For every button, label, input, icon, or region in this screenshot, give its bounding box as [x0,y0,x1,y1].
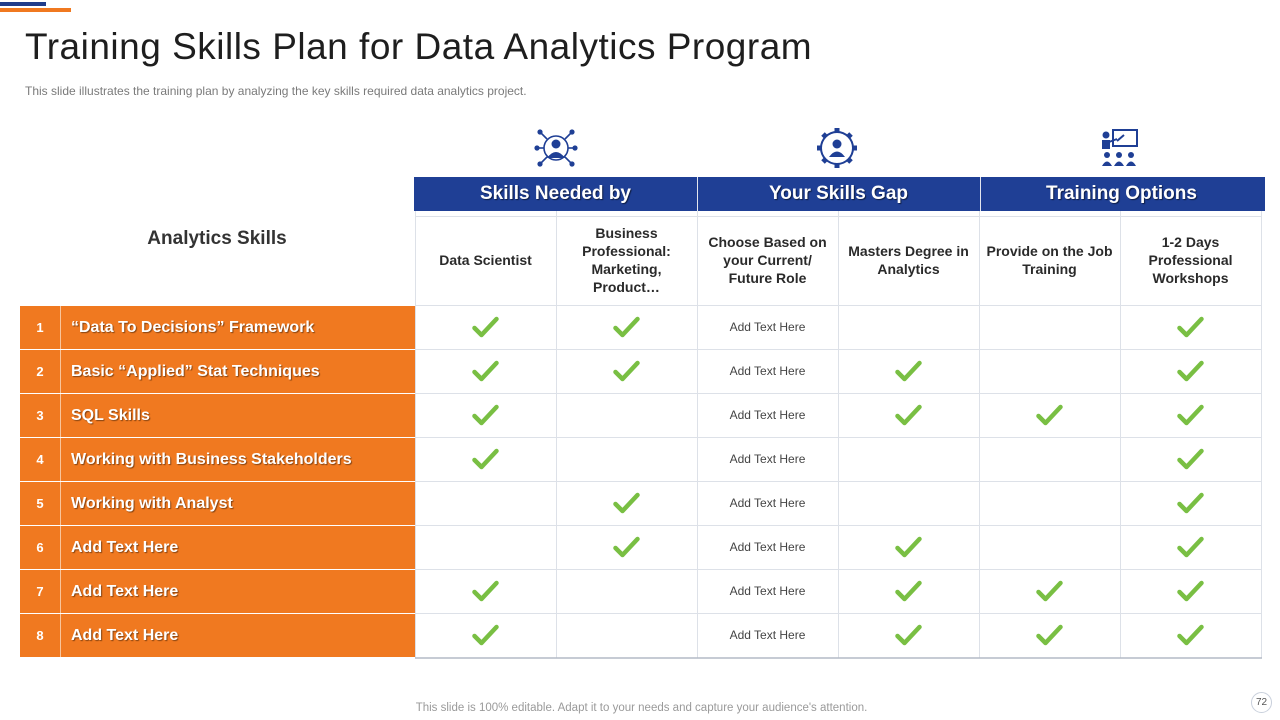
footer-note: This slide is 100% editable. Adapt it to your needs and capture your audience's attention. [415,702,868,714]
row-number: 8 [20,614,61,657]
checkmark-icon [616,539,638,555]
row-number: 1 [20,306,61,349]
group-separator [980,177,981,211]
checkmark-icon [1180,539,1202,555]
checkmark-icon [898,407,920,423]
column-header-data-scientist: Data Scientist [439,252,532,268]
checkmark-icon [475,319,497,335]
row-label: Basic “Applied” Stat Techniques [71,362,320,380]
checkmark-icon [1180,363,1202,379]
column-header-workshops: 1-2 Days Professional Workshops [1148,234,1233,286]
table-row [20,394,415,437]
row-number: 3 [20,394,61,437]
row-number: 6 [20,526,61,569]
checkmark-icon [898,627,920,643]
checkmark-icon [1180,495,1202,511]
checkmark-icon [616,319,638,335]
checkmark-icon [475,407,497,423]
row-number: 2 [20,350,61,393]
row-label: “Data To Decisions” Framework [71,318,315,336]
text-cell: Add Text Here [729,584,806,598]
text-cell: Add Text Here [729,364,806,378]
checkmark-icon [616,495,638,511]
table-row [20,438,415,481]
table-row [20,526,415,569]
page-title: Training Skills Plan for Data Analytics Program [25,26,813,67]
checkmark-icon [1039,583,1061,599]
page-subtitle: This slide illustrates the training plan by analyzing the key skills required data analytics project. [25,84,527,98]
row-number: 5 [20,482,61,525]
checkmark-icon [1180,319,1202,335]
group-header-training-options: Training Options [1046,183,1197,204]
text-cell: Add Text Here [729,628,806,642]
group-header-skills-needed: Skills Needed by [479,183,631,204]
data-scientist-icon [534,126,578,170]
page-number: 72 [1251,692,1272,713]
checkmark-icon [475,363,497,379]
row-label: Add Text Here [71,582,179,600]
row-label: Working with Analyst [71,494,233,512]
analytics-skills-header: Analytics Skills [147,228,287,249]
group-header-skills-gap: Your Skills Gap [768,183,909,204]
accent-bar-orange [0,8,71,12]
checkmark-icon [1180,583,1202,599]
checkmark-icon [898,363,920,379]
group-separator [697,177,698,211]
column-header-job-training: Provide on the Job Training [986,243,1113,277]
checkmark-icon [1039,627,1061,643]
table-row [20,482,415,525]
skills-gear-icon [815,126,859,170]
accent-bar-blue [0,2,46,6]
checkmark-icon [475,583,497,599]
row-label: Add Text Here [71,538,179,556]
row-label: SQL Skills [71,406,150,424]
row-label: Add Text Here [71,626,179,644]
checkmark-icon [1180,451,1202,467]
column-header-masters-degree: Masters Degree in Analytics [848,243,969,277]
row-number: 7 [20,570,61,613]
column-header-choose-based: Choose Based on your Current/ Future Role [708,234,827,286]
checkmark-icon [1180,407,1202,423]
checkmark-icon [1039,407,1061,423]
checkmark-icon [1180,627,1202,643]
checkmark-icon [898,539,920,555]
training-presentation-icon [1098,126,1142,170]
text-cell: Add Text Here [729,496,806,510]
text-cell: Add Text Here [729,540,806,554]
table-row [20,306,415,349]
checkmark-icon [475,627,497,643]
row-label: Working with Business Stakeholders [71,450,352,468]
column-header-business-professional: Business Professional: Marketing, Product… [582,225,671,295]
table-row [20,614,415,657]
checkmark-icon [616,363,638,379]
text-cell: Add Text Here [729,320,806,334]
table-row [20,570,415,613]
text-cell: Add Text Here [729,452,806,466]
text-cell: Add Text Here [729,408,806,422]
checkmark-icon [898,583,920,599]
row-number: 4 [20,438,61,481]
checkmark-icon [475,451,497,467]
table-row [20,350,415,393]
